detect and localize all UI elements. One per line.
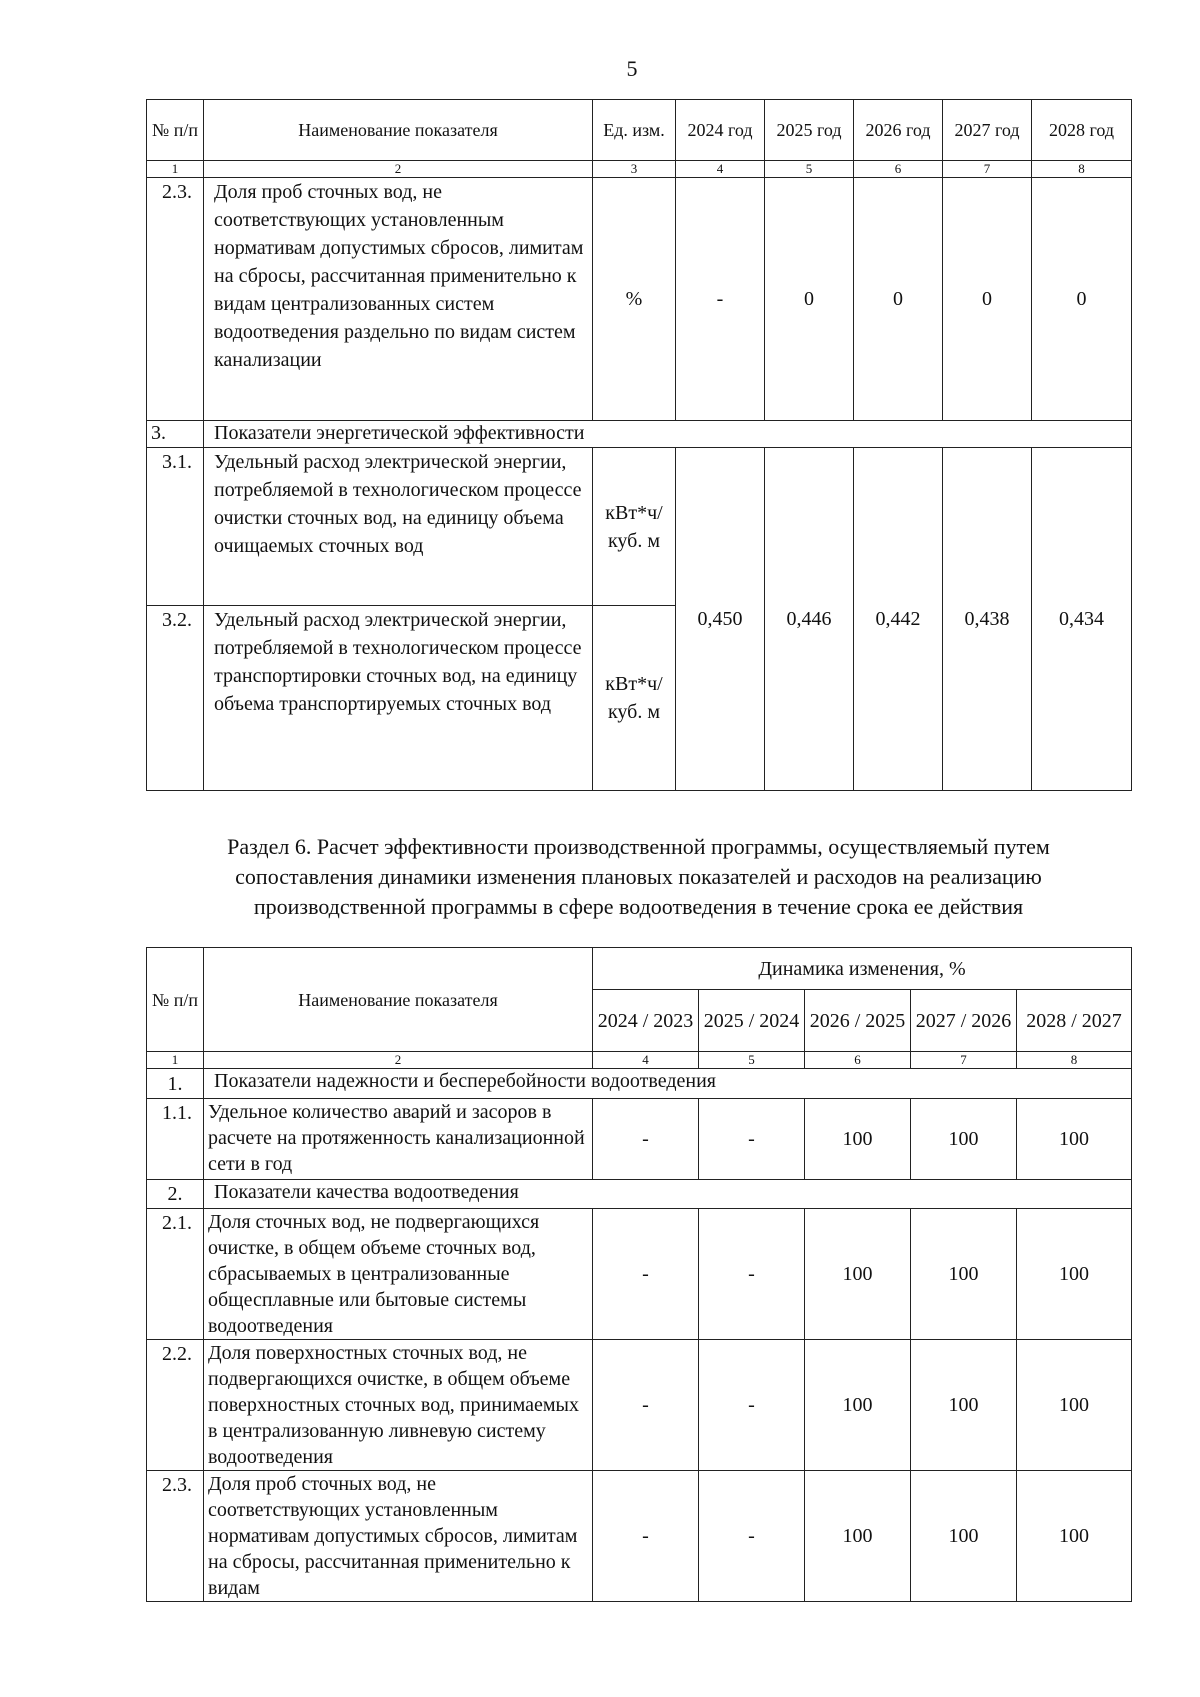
value-cell: 0 [765, 178, 854, 421]
value-cell: 100 [911, 1471, 1017, 1602]
header-period: 2024 / 2023 [593, 990, 699, 1052]
section-title: Показатели надежности и бесперебойности водоотведения [204, 1069, 1132, 1099]
value-cell: 0,446 [765, 448, 854, 791]
header-2024: 2024 год [676, 100, 765, 161]
index-cell: 7 [943, 161, 1032, 178]
column-index-row [147, 161, 1132, 178]
value-cell: 0 [1032, 178, 1132, 421]
index-cell: 6 [805, 1052, 911, 1069]
value-cell: - [699, 1471, 805, 1602]
value-cell: - [593, 1209, 699, 1340]
index-cell: 5 [699, 1052, 805, 1069]
value-cell: 100 [911, 1209, 1017, 1340]
section-title: Показатели энергетической эффективности [204, 421, 1132, 448]
header-num: № п/п [147, 100, 204, 161]
column-index-row [147, 1052, 1132, 1069]
indicator-name: Доля поверхностных сточных вод, не подвергающихся очистке, в общем объеме поверхностных сточных вод, принимаемых в централизованную ливневую систему водоотведения [204, 1340, 593, 1471]
section-6-heading [146, 832, 1131, 922]
value-cell: 100 [1017, 1099, 1132, 1180]
header-period: 2028 / 2027 [1017, 990, 1132, 1052]
indicator-name: Доля проб сточных вод, не соответствующих установленным нормативам допустимых сбросов, лимитам на сбросы, рассчитанная применительно к видам [204, 1471, 593, 1602]
index-cell: 8 [1017, 1052, 1132, 1069]
header-period: 2027 / 2026 [911, 990, 1017, 1052]
indicator-name: Доля проб сточных вод, не соответствующих установленным нормативам допустимых сбросов, лимитам на сбросы, рассчитанная применительно к видам централизованных систем водоотведения раздельно по видам систем канализации [204, 178, 593, 421]
header-num: № п/п [147, 948, 204, 1052]
index-cell: 2 [204, 161, 593, 178]
section-row [147, 1069, 1132, 1099]
section-title: Показатели качества водоотведения [204, 1180, 1132, 1209]
value-cell: 0,442 [854, 448, 943, 791]
value-cell: - [699, 1340, 805, 1471]
indicator-name: Доля сточных вод, не подвергающихся очистке, в общем объеме сточных вод, сбрасываемых в централизованные общесплавные или бытовые системы водоотведения [204, 1209, 593, 1340]
index-cell: 4 [593, 1052, 699, 1069]
row-number: 1.1. [147, 1099, 204, 1180]
index-cell: 6 [854, 161, 943, 178]
table-row [147, 1099, 1132, 1180]
header-2028: 2028 год [1032, 100, 1132, 161]
efficiency-dynamics-table [146, 947, 1132, 1602]
row-number: 2.3. [147, 1471, 204, 1602]
table-header-row [147, 948, 1132, 990]
row-number: 2.2. [147, 1340, 204, 1471]
index-cell: 3 [593, 161, 676, 178]
indicator-name: Удельный расход электрической энергии, потребляемой в технологическом процессе очистки сточных вод, на единицу объема очищаемых сточных вод [204, 448, 593, 606]
index-cell: 8 [1032, 161, 1132, 178]
section-6-heading-line: производственной программы в сфере водоотведения в течение срока ее действия [253, 894, 1024, 919]
section-6-heading-line: Раздел 6. Расчет эффективности производственной программы, осуществляемый путем [227, 834, 1050, 859]
section-number: 3. [147, 421, 204, 448]
value-cell: 0 [854, 178, 943, 421]
value-cell: 100 [1017, 1209, 1132, 1340]
indicator-name: Удельный расход электрической энергии, потребляемой в технологическом процессе транспортировки сточных вод, на единицу объема транспортируемых сточных вод [204, 606, 593, 791]
header-period: 2026 / 2025 [805, 990, 911, 1052]
value-cell: 100 [911, 1340, 1017, 1471]
value-cell: 100 [805, 1340, 911, 1471]
indicators-table [146, 99, 1132, 791]
index-cell: 1 [147, 1052, 204, 1069]
section-number: 2. [147, 1180, 204, 1209]
section-number: 1. [147, 1069, 204, 1099]
header-unit: Ед. изм. [593, 100, 676, 161]
index-cell: 4 [676, 161, 765, 178]
value-cell: - [699, 1209, 805, 1340]
header-dynamics: Динамика изменения, % [593, 948, 1132, 990]
unit-cell: кВт*ч/ куб. м [593, 606, 676, 791]
index-cell: 5 [765, 161, 854, 178]
header-name: Наименование показателя [204, 100, 593, 161]
index-cell: 1 [147, 161, 204, 178]
value-cell: - [593, 1471, 699, 1602]
index-cell: 2 [204, 1052, 593, 1069]
page-number: 5 [626, 56, 638, 81]
index-cell: 7 [911, 1052, 1017, 1069]
value-cell: - [676, 178, 765, 421]
value-cell: 100 [805, 1099, 911, 1180]
value-cell: 100 [911, 1099, 1017, 1180]
value-cell: 0,450 [676, 448, 765, 791]
table-row [147, 1340, 1132, 1471]
value-cell: 0 [943, 178, 1032, 421]
row-number: 3.1. [147, 448, 204, 606]
row-number: 2.1. [147, 1209, 204, 1340]
value-cell: 0,434 [1032, 448, 1132, 791]
unit-cell: кВт*ч/ куб. м [593, 448, 676, 606]
value-cell: 100 [805, 1209, 911, 1340]
section-row [147, 421, 1132, 448]
header-2026: 2026 год [854, 100, 943, 161]
unit-cell: % [593, 178, 676, 421]
table-header-row [147, 100, 1132, 161]
table-row [147, 1471, 1132, 1602]
value-cell: - [593, 1340, 699, 1471]
section-6-heading-line: сопоставления динамики изменения плановых показателей и расходов на реализацию [235, 864, 1042, 889]
header-2027: 2027 год [943, 100, 1032, 161]
value-cell: 100 [1017, 1340, 1132, 1471]
header-name: Наименование показателя [204, 948, 593, 1052]
table-row [147, 1209, 1132, 1340]
value-cell: - [699, 1099, 805, 1180]
row-number: 3.2. [147, 606, 204, 791]
table-row [147, 178, 1132, 421]
header-period: 2025 / 2024 [699, 990, 805, 1052]
section-row [147, 1180, 1132, 1209]
table-row [147, 448, 1132, 606]
value-cell: 100 [805, 1471, 911, 1602]
row-number: 2.3. [147, 178, 204, 421]
value-cell: 100 [1017, 1471, 1132, 1602]
value-cell: - [593, 1099, 699, 1180]
header-2025: 2025 год [765, 100, 854, 161]
value-cell: 0,438 [943, 448, 1032, 791]
indicator-name: Удельное количество аварий и засоров в расчете на протяженность канализационной сети в год [204, 1099, 593, 1180]
